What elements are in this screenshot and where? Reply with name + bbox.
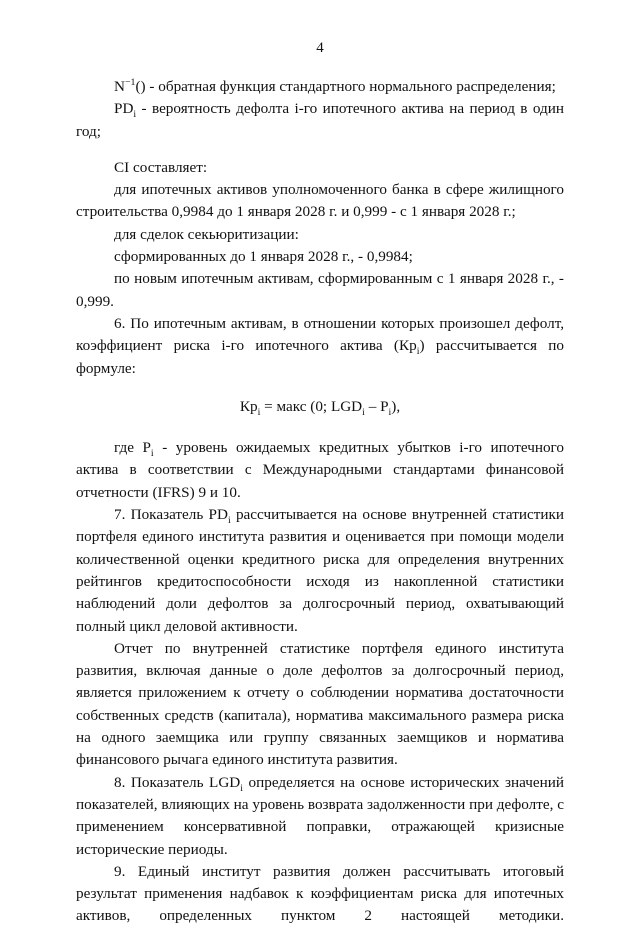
item-6-paragraph: 6. По ипотечным активам, в отношении которых произошел дефолт, коэффициент риска i-го ипотечного актива $(Кр_i)$ рассчитывается по формуле: <box>76 314 565 377</box>
definition-pd: $PD_i$ - вероятность дефолта i-го ипотечного актива на период в один год; <box>76 100 564 140</box>
ci-securitization-label: для сделок секьюритизации: <box>114 225 299 243</box>
risk-coefficient-formula: $Кр_i$ = макс (0; $LGD_i - P_i$), <box>239 397 401 418</box>
item-9-paragraph: 9. Единый институт развития должен рассчитывать итоговый результат применения надбавок к коэффициентам риска для ипотечных активов, определенных пунктом 2 настоящей методики. <box>76 862 564 925</box>
document-body <box>76 76 564 928</box>
item-7-paragraph: 7. Показатель $PD_i$ рассчитывается на основе внутренней статистики портфеля единого института развития и оценивается при помощи модели количественной оценки кредитного риска для определения внутренних рейтингов кредитоспособности исходя из накопленной статистики наблюдений доли дефолтов за долгосрочный период, охватывающий полный цикл деловой активности. <box>76 506 564 635</box>
ci-mortgage-values: для ипотечных активов уполномоченного банка в сфере жилищного строительства 0,9984 до 1 января 2028 г. и 0,999 - с 1 января 2028 г.; <box>76 181 564 221</box>
definition-n-inverse: $N^{-1}()$ - обратная функция стандартного нормального распределения; <box>114 76 556 95</box>
report-paragraph: Отчет по внутренней статистике портфеля единого института развития, включая данные о доле дефолтов за долгосрочный период, является приложением к отчету о соблюдении норматива достаточности собственных средств (капитала), норматива максимального размера риска на одного заемщика или группу связанных заемщиков и норматива финансового рычага единого института развития. <box>76 639 564 769</box>
ci-label: CI составляет: <box>114 158 208 176</box>
page-number: 4 <box>316 40 324 56</box>
item-8-paragraph: 8. Показатель $LGD_i$ определяется на основе исторических значений показателей, влияющих на уровень возврата задолженности при дефолте, с применением консервативной поправки, отражающей кризисные исторические периоды. <box>76 773 564 858</box>
formula-where-paragraph: где $P_i$ - уровень ожидаемых кредитных убытков i-го ипотечного актива в соответствии с Международными стандартами финансовой отчетности (IFRS) 9 и 10. <box>76 439 564 501</box>
ci-after-2028: по новым ипотечным активам, сформированным с 1 января 2028 г., - 0,999. <box>76 270 564 310</box>
ci-before-2028: сформированных до 1 января 2028 г., - 0,9984; <box>114 248 413 266</box>
